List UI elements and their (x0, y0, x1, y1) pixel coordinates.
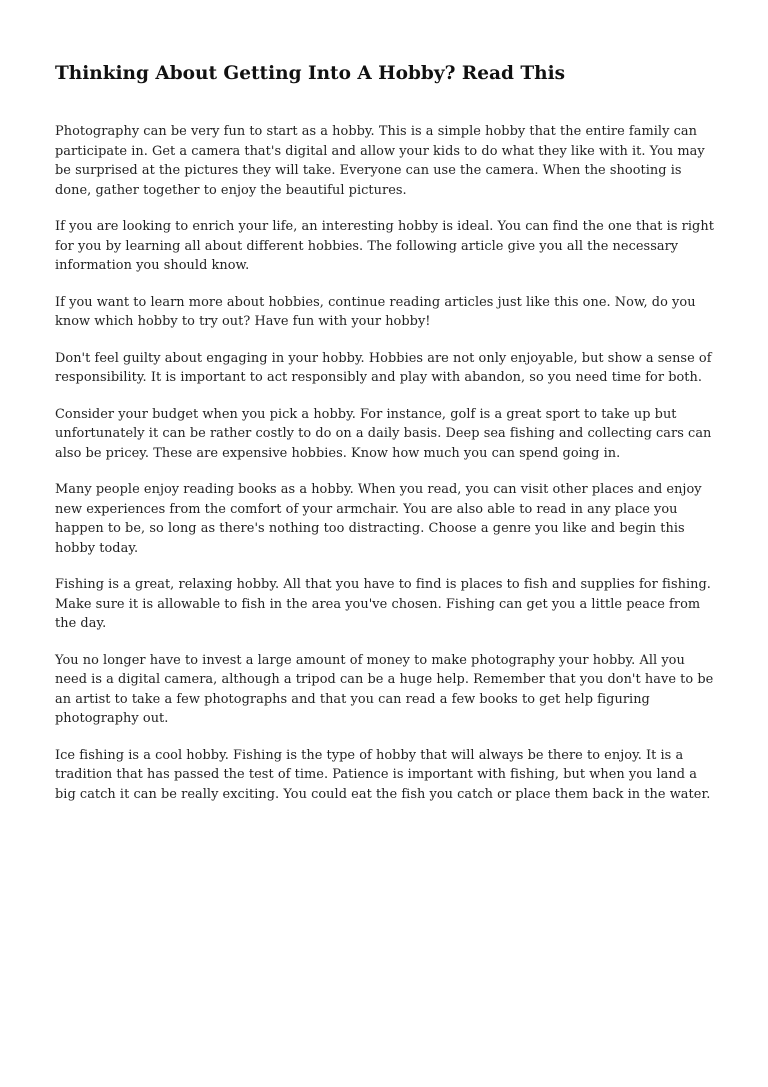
paragraph: If you want to learn more about hobbies, continue reading articles just like this one. Now, do you know which hobby to try out? Have fun with your hobby! (55, 294, 696, 329)
paragraph: Fishing is a great, relaxing hobby. All that you have to find is places to fish and supplies for fishing. Make sure it is allowable to fish in the area you've chosen. Fishing can get you a little peace from the day. (55, 577, 711, 631)
paragraph: Many people enjoy reading books as a hobby. When you read, you can visit other places and enjoy new experiences from the comfort of your armchair. You are also able to read in any place you happen to be, so long as there's nothing too distracting. Choose a genre you like and begin this hobby today. (55, 482, 702, 556)
paragraph: You no longer have to invest a large amount of money to make photography your hobby. All you need is a digital camera, although a tripod can be a huge help. Remember that you don't have to be an artist to take a few photographs and that you can read a few books to get help figuring photography out. (55, 652, 714, 726)
paragraph: Consider your budget when you pick a hobby. For instance, golf is a great sport to take up but unfortunately it can be rather costly to do on a daily basis. Deep sea fishing and collecting cars can also be pricey. These are expensive hobbies. Know how much you can spend going in. (55, 406, 712, 461)
paragraph: Don't feel guilty about engaging in your hobby. Hobbies are not only enjoyable, but show a sense of responsibility. It is important to act responsibly and play with abandon, so you need time for both. (55, 350, 712, 385)
paragraph: If you are looking to enrich your life, an interesting hobby is ideal. You can find the one that is right for you by learning all about different hobbies. The following article give you all the necessary information you should know. (55, 219, 714, 273)
paragraph: Ice fishing is a cool hobby. Fishing is the type of hobby that will always be there to enjoy. It is a tradition that has passed the test of time. Patience is important with fishing, but when you land a big catch it can be really exciting. You could eat the fish you catch or place them back in the water. (55, 747, 711, 802)
document-title: Thinking About Getting Into A Hobby? Read This (55, 63, 566, 84)
paragraph: Photography can be very fun to start as a hobby. This is a simple hobby that the entire family can participate in. Get a camera that's digital and allow your kids to do what they like with it. You may be surprised at the pictures they will take. Everyone can use the camera. When the shooting is done, gather together to enjoy the beautiful pictures. (55, 124, 705, 198)
